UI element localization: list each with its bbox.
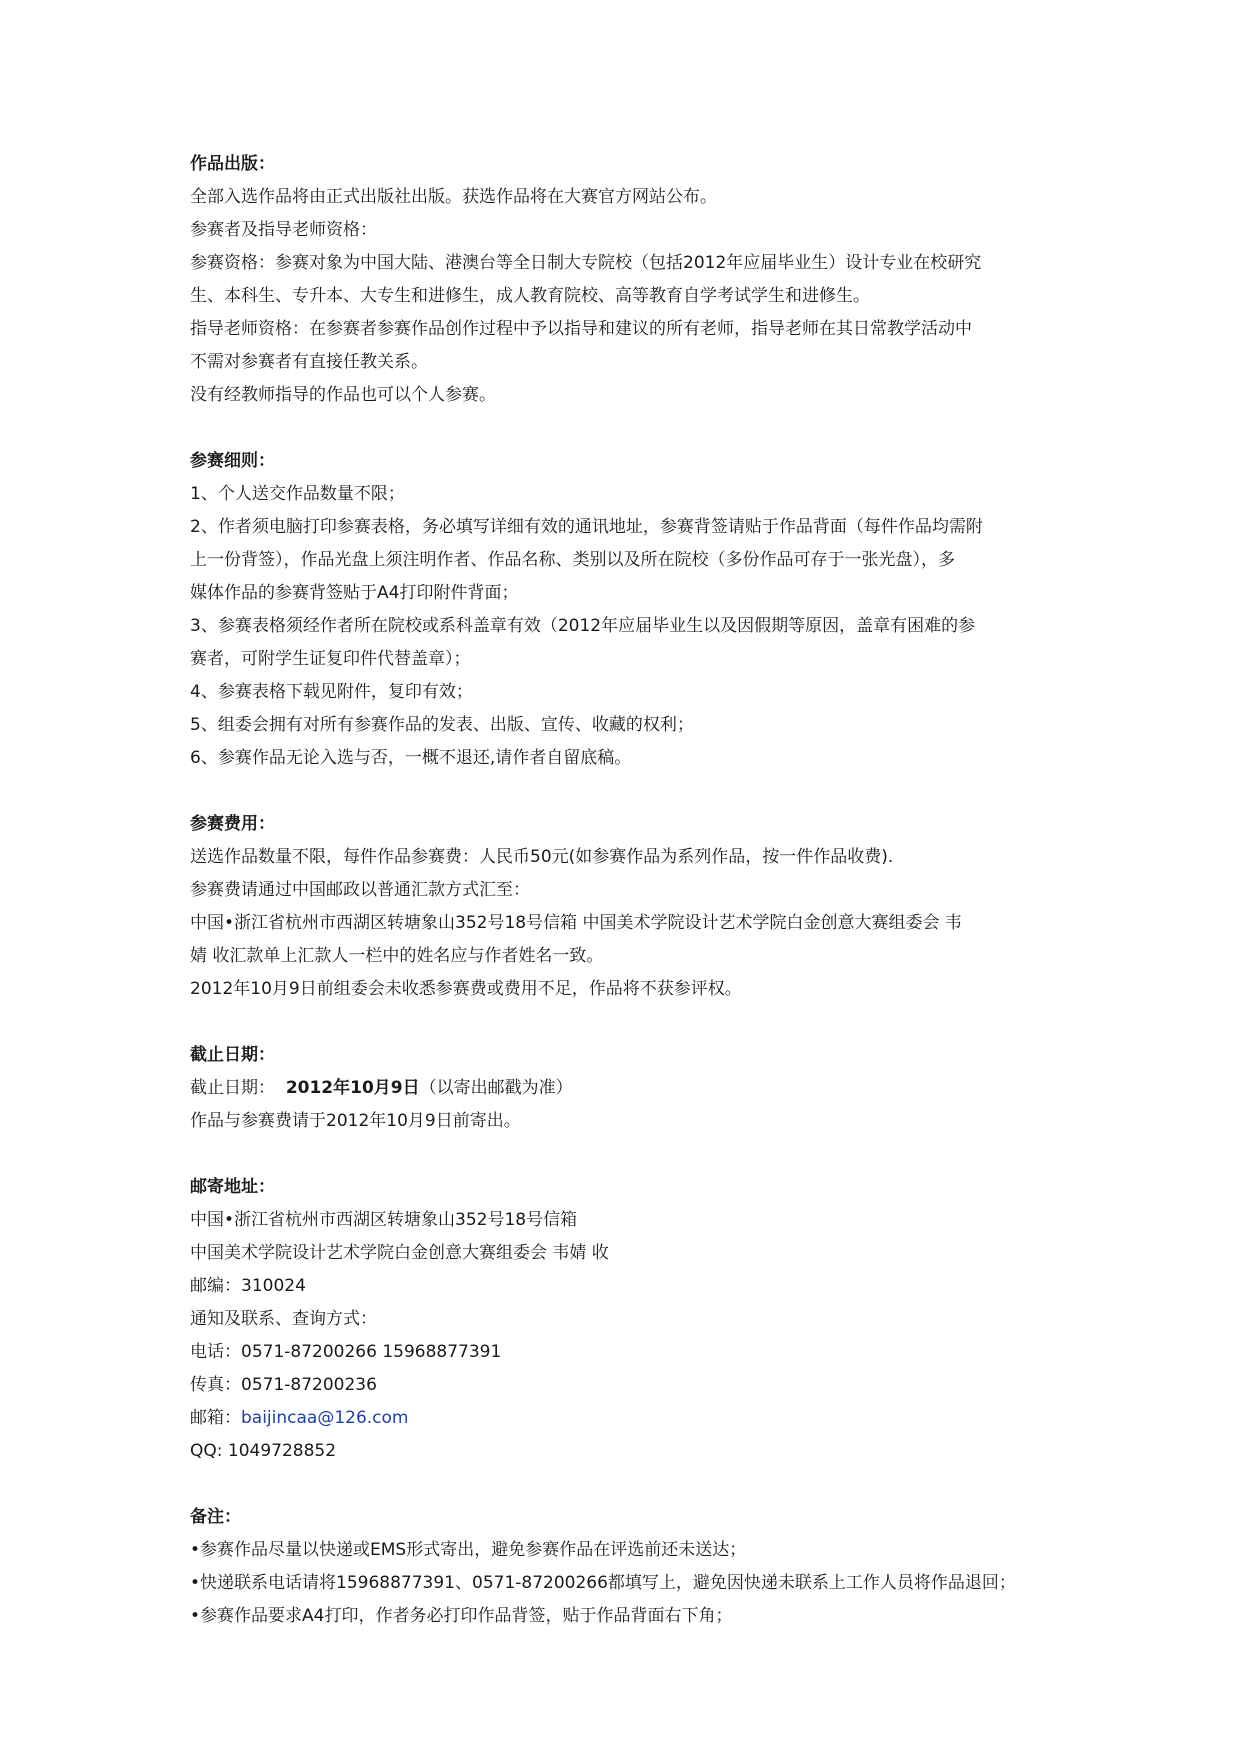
fax-line: 传真：0571-87200236 (190, 1375, 377, 1395)
spacer (190, 1138, 1090, 1171)
section-heading-deadline: 截止日期： (190, 1045, 275, 1065)
rules-line: 1、个人送交作品数量不限； (190, 484, 405, 504)
spacer (190, 775, 1090, 808)
deadline-line (190, 1072, 1090, 1105)
individual-entry-text: 没有经教师指导的作品也可以个人参赛。 (190, 385, 496, 405)
section-heading-rules: 参赛细则： (190, 451, 275, 471)
teacher-qualification-line: 指导老师资格：在参赛者参赛作品创作过程中予以指导和建议的所有老师，指导老师在其日常教学活动中 (190, 319, 972, 339)
section-heading-address: 邮寄地址： (190, 1177, 275, 1197)
teacher-qualification-line: 不需对参赛者有直接任教关系。 (190, 352, 428, 372)
spacer (190, 412, 1090, 445)
rules-line: 6、参赛作品无论入选与否，一概不退还,请作者自留底稿。 (190, 748, 632, 768)
rules-line: 3、参赛表格须经作者所在院校或系科盖章有效（2012年应届毕业生以及因假期等原因，盖章有困难的参 (190, 616, 976, 636)
rules-line: 媒体作品的参赛背签贴于A4打印附件背面； (190, 583, 519, 603)
deadline-send-line: 作品与参赛费请于2012年10月9日前寄出。 (190, 1111, 521, 1131)
fees-line: 2012年10月9日前组委会未收悉参赛费或费用不足，作品将不获参评权。 (190, 979, 742, 999)
fees-line: 参赛费请通过中国邮政以普通汇款方式汇至： (190, 880, 530, 900)
address-line: 中国美术学院设计艺术学院白金创意大赛组委会 韦婧 收 (190, 1243, 609, 1263)
email-label: 邮箱： (190, 1408, 241, 1428)
rules-line: 赛者，可附学生证复印件代替盖章）； (190, 649, 471, 669)
rules-line: 5、组委会拥有对所有参赛作品的发表、出版、宣传、收藏的权利； (190, 715, 694, 735)
document-page (190, 148, 1090, 1633)
section-heading-notes: 备注： (190, 1507, 241, 1527)
rules-line: 上一份背签），作品光盘上须注明作者、作品名称、类别以及所在院校（多份作品可存于一张光盘），多 (190, 550, 955, 570)
section-heading-publication: 作品出版： (190, 154, 275, 174)
rules-line: 4、参赛表格下载见附件，复印有效； (190, 682, 473, 702)
rules-line: 2、作者须电脑打印参赛表格，务必填写详细有效的通讯地址，参赛背签请贴于作品背面（每件作品均需附 (190, 517, 983, 537)
email-line (190, 1402, 1090, 1435)
fees-line: 送选作品数量不限，每件作品参赛费：人民币50元(如参赛作品为系列作品，按一件作品收费). (190, 847, 894, 867)
postcode-line: 邮编：310024 (190, 1276, 306, 1296)
publication-text: 全部入选作品将由正式出版社出版。获选作品将在大赛官方网站公布。 (190, 187, 717, 207)
deadline-label: 截止日期： (190, 1078, 286, 1098)
qualification-line: 参赛资格：参赛对象为中国大陆、港澳台等全日制大专院校（包括2012年应届毕业生）设计专业在校研究 (190, 253, 982, 273)
qualification-line: 生、本科生、专升本、大专生和进修生，成人教育院校、高等教育自学考试学生和进修生。 (190, 286, 870, 306)
notes-line: •参赛作品尽量以快递或EMS形式寄出，避免参赛作品在评选前还未送达； (190, 1540, 747, 1560)
phone-line: 电话：0571-87200266 15968877391 (190, 1342, 502, 1362)
notes-line: •快递联系电话请将15968877391、0571-87200266都填写上，避免因快递未联系上工作人员将作品退回； (190, 1573, 1016, 1593)
spacer (190, 1006, 1090, 1039)
qualification-heading: 参赛者及指导老师资格： (190, 220, 377, 240)
section-heading-fees: 参赛费用： (190, 814, 275, 834)
deadline-date: 2012年10月9日 (285, 1078, 420, 1098)
qq-line: QQ: 1049728852 (190, 1441, 337, 1461)
deadline-note: （以寄出邮戳为准） (419, 1078, 573, 1098)
fees-line: 婧 收汇款单上汇款人一栏中的姓名应与作者姓名一致。 (190, 946, 604, 966)
address-line: 中国•浙江省杭州市西湖区转塘象山352号18号信箱 (190, 1210, 578, 1230)
contact-heading: 通知及联系、查询方式： (190, 1309, 377, 1329)
notes-line: •参赛作品要求A4打印，作者务必打印作品背签，贴于作品背面右下角； (190, 1606, 733, 1626)
email-link[interactable]: baijincaa@126.com (241, 1408, 409, 1428)
spacer (190, 1468, 1090, 1501)
fees-line: 中国•浙江省杭州市西湖区转塘象山352号18号信箱 中国美术学院设计艺术学院白金创意大赛组委会 韦 (190, 913, 962, 933)
